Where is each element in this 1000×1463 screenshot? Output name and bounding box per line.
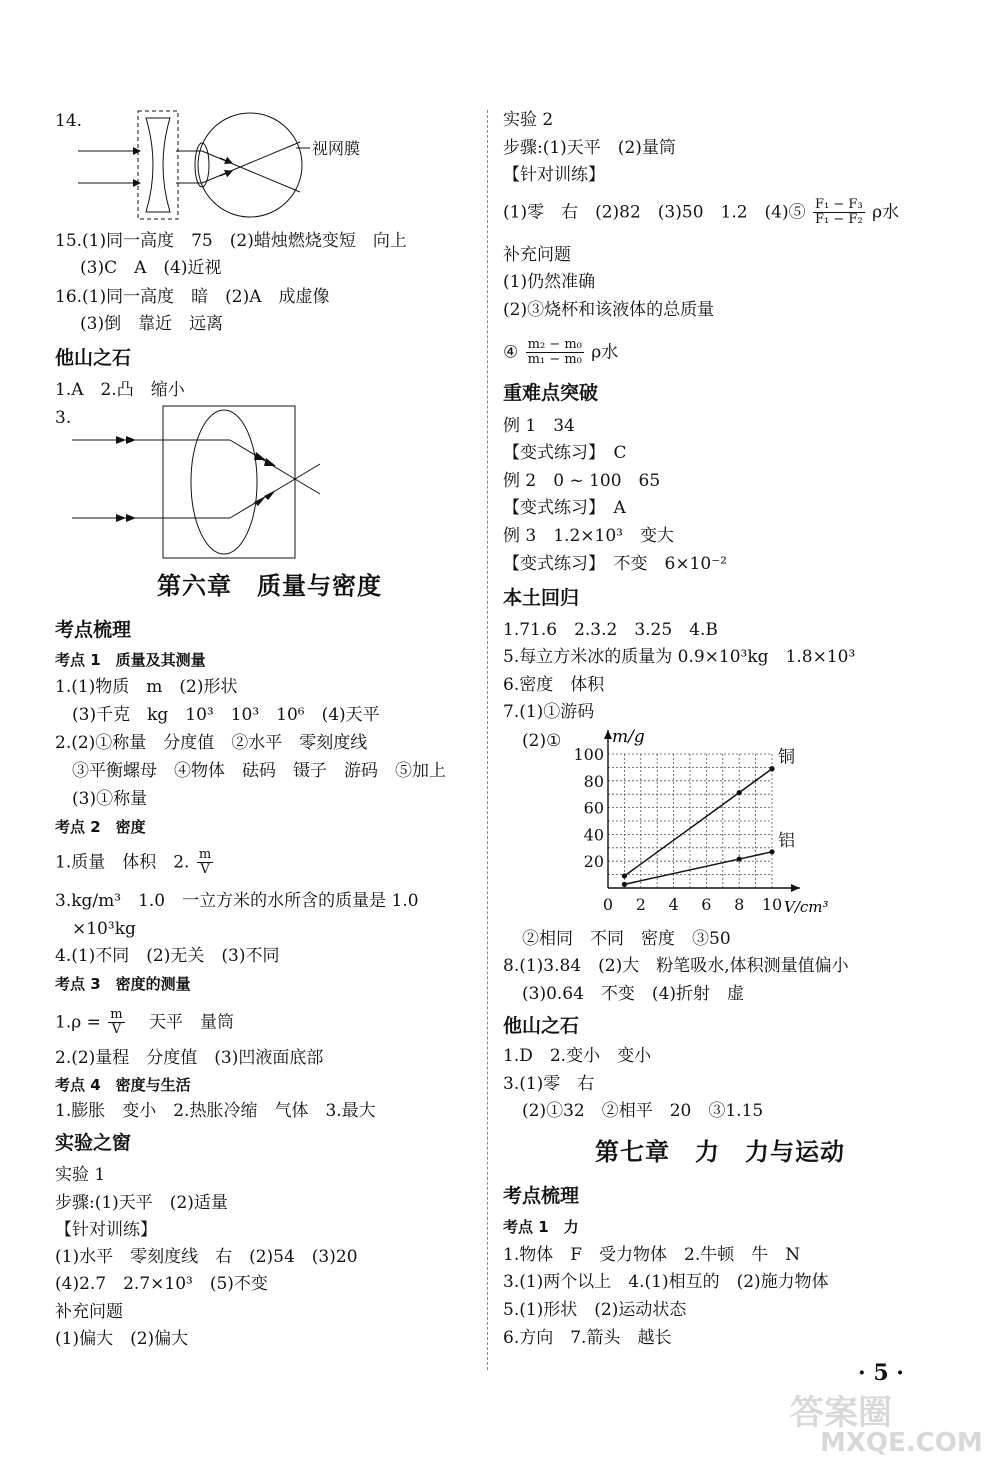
fraction-numerator: m₂ − m₀	[527, 337, 582, 352]
series-line	[624, 769, 772, 876]
retina-label: 视网膜	[312, 139, 361, 158]
chart-series	[622, 748, 795, 887]
tssz2-answer-3b: (2)①32 ②相平 20 ③1.15	[522, 1101, 764, 1121]
variation3: 【变式练习】 不变 6×10⁻²	[503, 554, 727, 574]
y-tick-label: 40	[583, 825, 604, 845]
x-tick-label: 8	[734, 895, 745, 914]
example3: 例 3 1.2×10³ 变大	[503, 526, 674, 546]
series-line	[624, 852, 772, 885]
y-tick-label: 100	[573, 745, 604, 764]
lens-box	[163, 406, 295, 558]
section-heading-kdsl-1: 考点梳理	[55, 619, 132, 641]
section-heading-tssz-2: 他山之石	[503, 1015, 580, 1037]
experiment2-steps: 步骤:(1)天平 (2)量筒	[503, 138, 676, 158]
eye-lens-figure	[70, 108, 390, 228]
supplement2-line3-prefix: ④	[503, 342, 519, 363]
kaodian1-heading: 考点 1 质量及其测量	[55, 651, 206, 669]
chapter7-title: 第七章 力 力与运动	[595, 1137, 845, 1166]
kaodian3-heading: 考点 3 密度的测量	[55, 975, 191, 993]
force-line5: 5.(1)形状 (2)运动状态	[503, 1300, 687, 1320]
density-line4: 4.(1)不同 (2)无关 (3)不同	[55, 946, 280, 966]
measure-line2: 2.(2)量程 分度值 (3)凹液面底部	[55, 1048, 324, 1068]
measure-line1-text: 天平 量筒	[132, 1012, 235, 1033]
training1-line1: (1)水平 零刻度线 右 (2)54 (3)20	[55, 1247, 358, 1267]
density-line3b: ×10³kg	[72, 919, 136, 939]
fraction-denominator: V	[111, 1022, 122, 1038]
mass-fraction	[526, 338, 584, 368]
supplement-label-2: 补充问题	[503, 245, 571, 265]
convex-lens-figure	[60, 404, 340, 564]
supplement2-line2: (2)③烧杯和该液体的总质量	[503, 300, 715, 320]
k1-line2: (3)千克 kg 10³ 10³ 10⁶ (4)天平	[72, 705, 380, 725]
section-heading-tssz-1: 他山之石	[55, 347, 132, 369]
watermark-url: MXQE.COM	[820, 1428, 983, 1458]
data-point	[737, 856, 742, 861]
fraction-denominator: V	[200, 862, 210, 878]
chart-grid	[608, 754, 772, 888]
watermark-logo: 答案圈	[790, 1393, 892, 1433]
section-heading-kdsl-2: 考点梳理	[503, 1185, 580, 1207]
variation2: 【变式练习】 A	[503, 498, 626, 518]
fraction-numerator: m	[198, 847, 212, 862]
ch7-kaodian1-heading: 考点 1 力	[503, 1218, 579, 1236]
training1-line2: (4)2.7 2.7×10³ (5)不变	[55, 1274, 268, 1294]
local-answer-6: 6.密度 体积	[503, 675, 605, 695]
density-fraction	[197, 848, 213, 878]
series-label: 铜	[778, 747, 795, 768]
life-line1: 1.膨胀 变小 2.热胀冷缩 气体 3.最大	[55, 1101, 376, 1121]
q16-line2: (3)倒 靠近 远离	[80, 314, 224, 334]
measure-formula-prefix: 1.ρ =	[55, 1012, 101, 1033]
y-axis-label: m/g	[612, 727, 645, 747]
density-line3a: 3.kg/m³ 1.0 一立方米的水所含的质量是 1.0	[55, 891, 419, 911]
kaodian2-heading: 考点 2 密度	[55, 818, 146, 836]
training2-line1-text: (1)零 右 (2)82 (3)50 1.2 (4)⑤	[503, 202, 806, 223]
force-fraction	[813, 198, 865, 228]
chapter6-title: 第六章 质量与密度	[157, 571, 382, 600]
y-axis-arrow	[604, 730, 612, 739]
y-tick-label: 20	[583, 852, 604, 872]
y-tick-label: 60	[583, 798, 604, 818]
column-divider	[487, 110, 488, 1370]
kaodian4-heading: 考点 4 密度与生活	[55, 1076, 191, 1094]
section-heading-syzc: 实验之窗	[55, 1132, 132, 1154]
density-line1-text: 1.质量 体积 2.	[55, 852, 190, 873]
experiment1-steps: 步骤:(1)天平 (2)适量	[55, 1193, 228, 1213]
data-point	[737, 790, 742, 795]
experiment1-label: 实验 1	[55, 1165, 106, 1185]
eyeball	[198, 113, 302, 217]
data-point	[769, 766, 774, 771]
x-axis-arrow	[791, 884, 800, 892]
k2-line1: 2.(2)①称量 分度值 ②水平 零刻度线	[55, 733, 368, 753]
local-answer-7b: (2)①	[522, 731, 562, 751]
q16-line1: 16.(1)同一高度 暗 (2)A 成虚像	[55, 287, 330, 307]
supplement1-line1: (1)偏大 (2)偏大	[55, 1329, 189, 1349]
supplement2-line3	[503, 338, 618, 368]
force-line6: 6.方向 7.箭头 越长	[503, 1328, 672, 1348]
k2-line2: ③平衡螺母 ④物体 砝码 镊子 游码 ⑤加上	[72, 761, 446, 781]
tssz2-answer-3: 3.(1)零 右	[503, 1074, 595, 1094]
experiment2-label: 实验 2	[503, 110, 554, 130]
local-answers-1: 1.71.6 2.3.2 3.25 4.B	[503, 620, 718, 640]
x-tick-label: 0	[602, 895, 614, 914]
local-answer-5: 5.每立方米冰的质量为 0.9×10³kg 1.8×10³	[503, 647, 856, 667]
q14-number: 14.	[55, 111, 83, 131]
data-point	[622, 873, 627, 878]
q15-line2: (3)C A (4)近视	[80, 258, 222, 278]
mass-volume-chart	[570, 727, 829, 923]
x-tick-label: 2	[635, 895, 646, 914]
density-line1	[55, 848, 215, 878]
section-heading-bthg: 本土回归	[503, 587, 580, 609]
y-tick-label: 80	[583, 771, 604, 791]
tssz-answer-1: 1.A 2.凸 缩小	[55, 380, 185, 400]
local-answer-7c: ②相同 不同 密度 ③50	[522, 929, 731, 949]
page-number: · 5 ·	[858, 1360, 904, 1386]
local-answer-8a: 8.(1)3.84 (2)大 粉笔吸水,体积测量值偏小	[503, 956, 849, 976]
x-tick-label: 4	[668, 895, 679, 914]
section-heading-zndtp: 重难点突破	[503, 382, 599, 404]
data-point	[622, 882, 627, 887]
example2: 例 2 0 ~ 100 65	[503, 471, 661, 491]
q15-line1: 15.(1)同一高度 75 (2)蜡烛燃烧变短 向上	[55, 231, 407, 251]
measure-fraction	[108, 1008, 124, 1038]
variation1: 【变式练习】 C	[503, 443, 627, 463]
k1-line1: 1.(1)物质 m (2)形状	[55, 677, 238, 697]
x-axis-label: V/cm³	[784, 898, 829, 916]
k2-line3: (3)①称量	[72, 789, 148, 809]
series-label: 铝	[778, 830, 795, 851]
local-answer-7: 7.(1)①游码	[503, 702, 595, 722]
local-answer-8b: (3)0.64 不变 (4)折射 虚	[522, 984, 745, 1004]
data-point	[769, 849, 774, 854]
dashed-box	[138, 111, 178, 219]
supplement-label-1: 补充问题	[55, 1302, 123, 1322]
force-line3: 3.(1)两个以上 4.(1)相互的 (2)施力物体	[503, 1272, 829, 1292]
fraction-numerator: m	[110, 1007, 123, 1022]
rho-water: ρ水	[591, 342, 619, 363]
eye-lens	[195, 143, 209, 187]
x-tick-label: 6	[701, 895, 712, 914]
supplement2-line1: (1)仍然准确	[503, 272, 596, 292]
rho-water: ρ水	[872, 202, 900, 223]
convex-lens	[191, 410, 257, 554]
training-label-1: 【针对训练】	[55, 1220, 157, 1240]
tssz2-answer-1: 1.D 2.变小 变小	[503, 1046, 652, 1066]
x-tick-label: 10	[761, 895, 783, 914]
fraction-denominator: m₁ − m₀	[527, 352, 582, 368]
tssz-q3-number: 3.	[55, 408, 72, 428]
training-label-2: 【针对训练】	[503, 165, 605, 185]
measure-line1	[55, 1008, 234, 1038]
training2-line1	[503, 198, 899, 228]
concave-lens	[146, 118, 170, 212]
fraction-numerator: F₁ − F₃	[815, 197, 863, 212]
force-line1: 1.物体 F 受力物体 2.牛顿 牛 N	[503, 1245, 801, 1265]
fraction-denominator: F₁ − F₂	[815, 212, 863, 228]
example1: 例 1 34	[503, 416, 575, 436]
